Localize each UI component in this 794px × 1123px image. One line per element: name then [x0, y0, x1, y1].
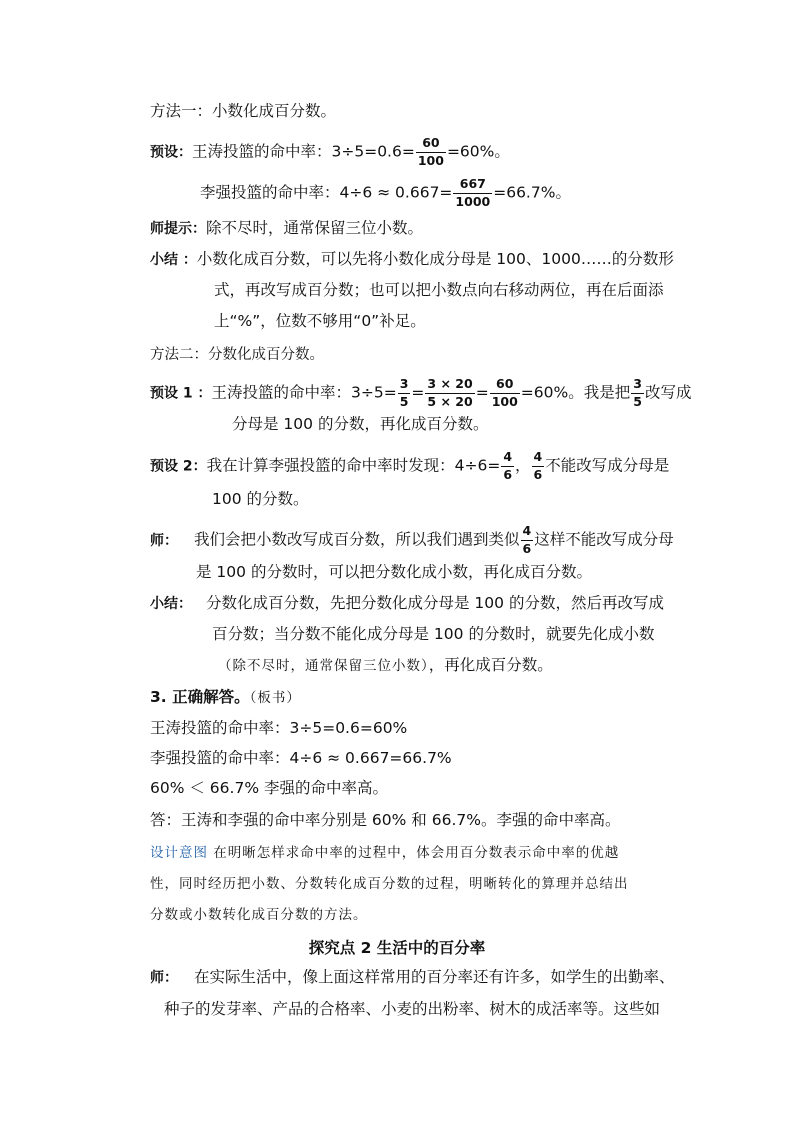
line-summary2-2: 百分数；当分数不能化成分母是 100 的分数时，就要先化成小数 — [212, 625, 655, 643]
line-design-intent-1: 设计意图 在明晰怎样求命中率的过程中，体会用百分数表示命中率的优越 — [150, 845, 620, 861]
line-compare: 60% ＜ 66.7% 李强的命中率高。 — [150, 779, 388, 797]
line-step-3: 3. 正确解答。（板书） — [150, 688, 301, 706]
line-summary-2: 式，再改写成百分数；也可以把小数点向右移动两位，再在后面添 — [214, 281, 664, 299]
section-title: 探究点 2 生活中的百分率 — [308, 939, 486, 957]
line-preset-wangtao: 预设：王涛投篮的命中率：3÷5=0.6= $\frac{60}{100}$ =60%。 — [150, 135, 510, 168]
line-teacher-1: 师： 我们会把小数改写成百分数，所以我们遇到类似 $\frac{4}{6}$ 这样不能改写成分母 — [150, 523, 674, 556]
line-preset-1-cont: 分母是 100 的分数，再化成百分数。 — [232, 415, 489, 433]
line-teacher-2-cont: 种子的发芽率、产品的合格率、小麦的出粉率、树木的成活率等。这些如 — [164, 1000, 661, 1018]
line-summary-3: 上“%”，位数不够用“0”补足。 — [214, 312, 426, 330]
line-preset-2-cont: 100 的分数。 — [212, 490, 309, 508]
line-summary2-3: （除不尽时，通常保留三位小数），再化成百分数。 — [218, 656, 553, 674]
fraction: $\frac{4}{6}$ — [503, 449, 513, 482]
fraction: $\frac{4}{6}$ — [533, 449, 543, 482]
line-design-intent-3: 分数或小数转化成百分数的方法。 — [150, 907, 368, 923]
line-method-one: 方法一：小数化成百分数。 — [150, 102, 337, 120]
design-intent-label: 设计意图 — [150, 845, 208, 861]
line-teacher-2: 师： 在实际生活中，像上面这样常用的百分率还有许多，如学生的出勤率、 — [150, 968, 675, 986]
fraction: $\frac{3 \times 20}{5 \times 20}$ — [427, 376, 473, 409]
fraction: $\frac{3}{5}$ — [399, 376, 409, 409]
line-preset-1: 预设 1 ：王涛投篮的命中率：3÷5= $\frac{3}{5}$ = $\frac{3 \times 20}{5 \times 20}$ = $\frac{60}{100}$ =60%。我是把 $\frac{3}{5}$ 改写成 — [150, 376, 692, 409]
line-preset-liqiang: 李强投篮的命中率：4÷6 ≈ 0.667= $\frac{667}{1000}$ =66.7%。 — [200, 176, 571, 209]
fraction: $\frac{3}{5}$ — [633, 376, 642, 409]
fraction: $\frac{60}{100}$ — [491, 376, 518, 409]
line-preset-2: 预设 2：我在计算李强投篮的命中率时发现：4÷6= $\frac{4}{6}$ ， $\frac{4}{6}$ 不能改写成分母是 — [150, 449, 670, 482]
line-teacher-hint: 师提示：除不尽时，通常保留三位小数。 — [150, 219, 424, 237]
fraction: $\frac{60}{100}$ — [417, 135, 444, 168]
line-final-answer: 答：王涛和李强的命中率分别是 60% 和 66.7%。李强的命中率高。 — [150, 811, 621, 829]
line-method-two: 方法二：分数化成百分数。 — [150, 347, 324, 363]
line-summary-1: 小结 ：小数化成百分数，可以先将小数化成分母是 100、1000……的分数形 — [150, 250, 674, 268]
fraction: $\frac{4}{6}$ — [522, 523, 532, 556]
line-answer-liqiang: 李强投篮的命中率：4÷6 ≈ 0.667=66.7% — [150, 749, 452, 767]
line-design-intent-2: 性，同时经历把小数、分数转化成百分数的过程，明晰转化的算理并总结出 — [150, 876, 629, 892]
line-answer-wangtao: 王涛投篮的命中率：3÷5=0.6=60% — [150, 719, 408, 737]
fraction: $\frac{667}{1000}$ — [455, 176, 491, 209]
line-teacher-1-cont: 是 100 的分数时，可以把分数化成小数，再化成百分数。 — [196, 563, 592, 581]
line-summary2-1: 小结： 分数化成百分数，先把分数化成分母是 100 的分数，然后再改写成 — [150, 594, 664, 612]
